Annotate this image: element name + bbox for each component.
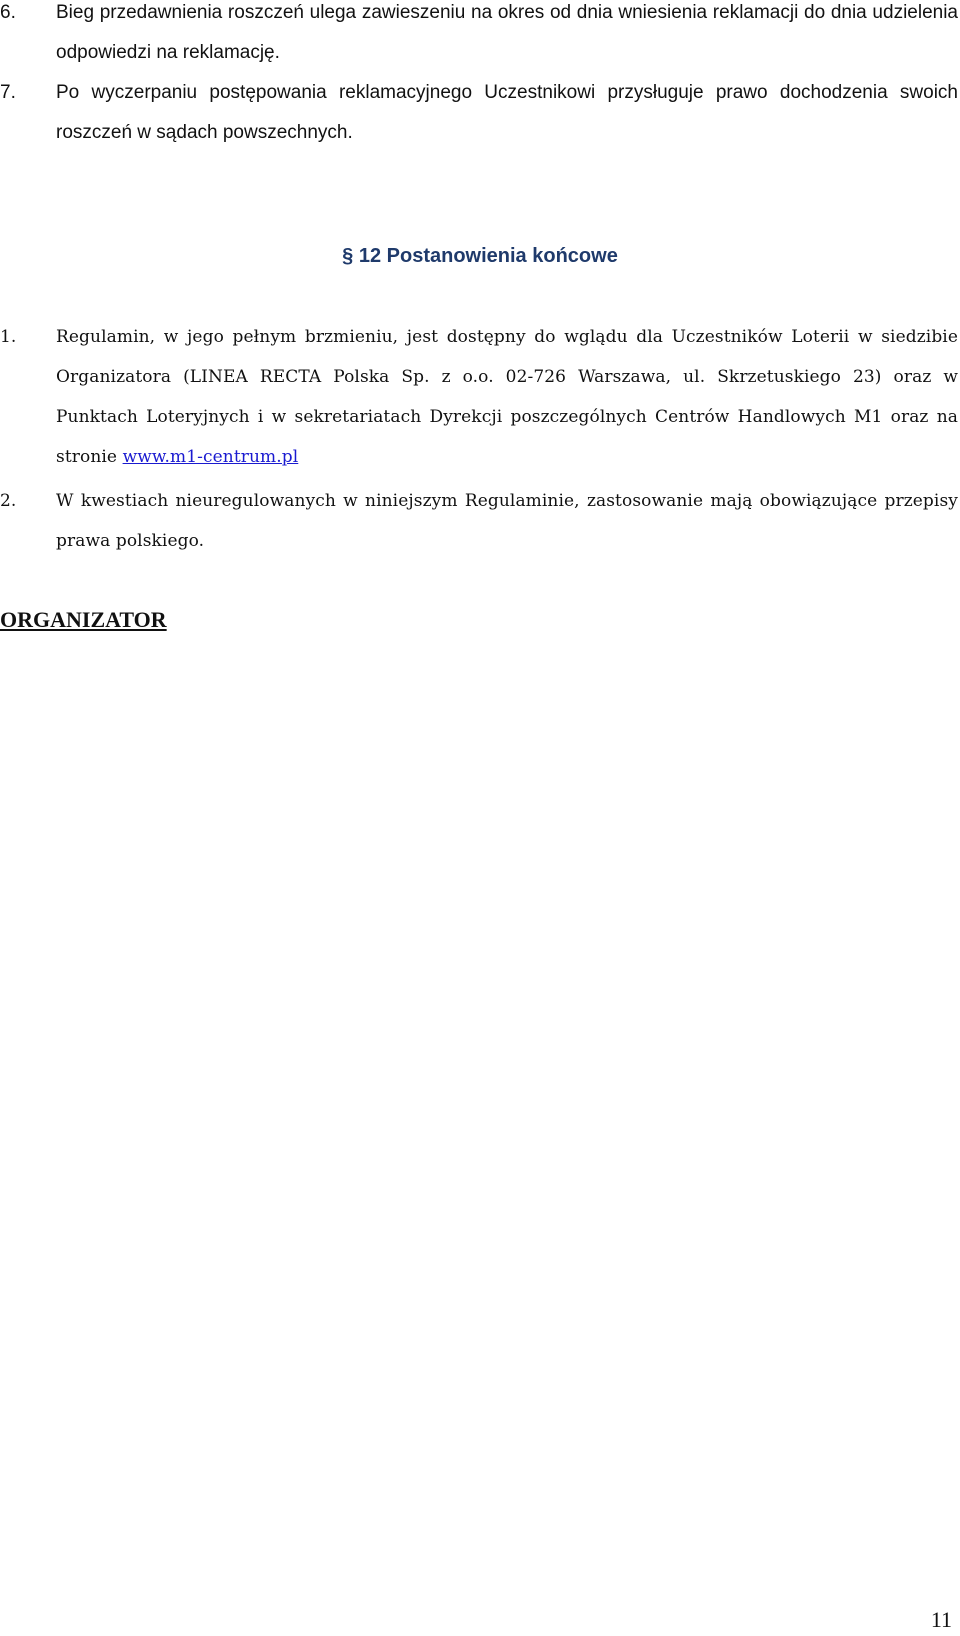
list-item-text: Bieg przedawnienia roszczeń ulega zawieszeniu na okres od dnia wniesienia reklamacji do dnia udzielenia odpowiedzi na reklamację. bbox=[56, 2, 958, 63]
organizer-label: ORGANIZATOR bbox=[0, 607, 167, 632]
list-item-1 bbox=[0, 317, 958, 477]
list-number: 7. bbox=[0, 82, 16, 103]
list-item-7 bbox=[0, 73, 958, 153]
section-heading: § 12 Postanowienia końcowe bbox=[342, 245, 618, 267]
website-link[interactable]: www.m1-centrum.pl bbox=[122, 447, 299, 467]
list-item-text bbox=[56, 317, 958, 477]
list-number: 6. bbox=[0, 2, 16, 23]
list-item-text: Po wyczerpaniu postępowania reklamacyjnego Uczestnikowi przysługuje prawo dochodzenia swoich roszczeń w sądach powszechnych. bbox=[56, 82, 958, 143]
regulation-availability-text: Regulamin, w jego pełnym brzmieniu, jest dostępny do wglądu dla Uczestników Loterii w siedzibie Organizatora (LINEA RECTA Polska Sp. z o.o. 02-726 Warszawa, ul. Skrzetuskiego 23) oraz w Punktach Loteryjnych i w sekretariatach Dyrekcji poszczególnych Centrów Handlowych M1 oraz na stronie bbox=[56, 327, 958, 467]
list-item-text: W kwestiach nieuregulowanych w niniejszym Regulaminie, zastosowanie mają obowiązujące przepisy prawa polskiego. bbox=[56, 491, 958, 551]
list-number: 1. bbox=[0, 327, 17, 347]
list-item-6 bbox=[0, 0, 958, 73]
list-number: 2. bbox=[0, 491, 17, 511]
page-number: 11 bbox=[930, 1607, 952, 1632]
list-item-2 bbox=[0, 481, 958, 561]
